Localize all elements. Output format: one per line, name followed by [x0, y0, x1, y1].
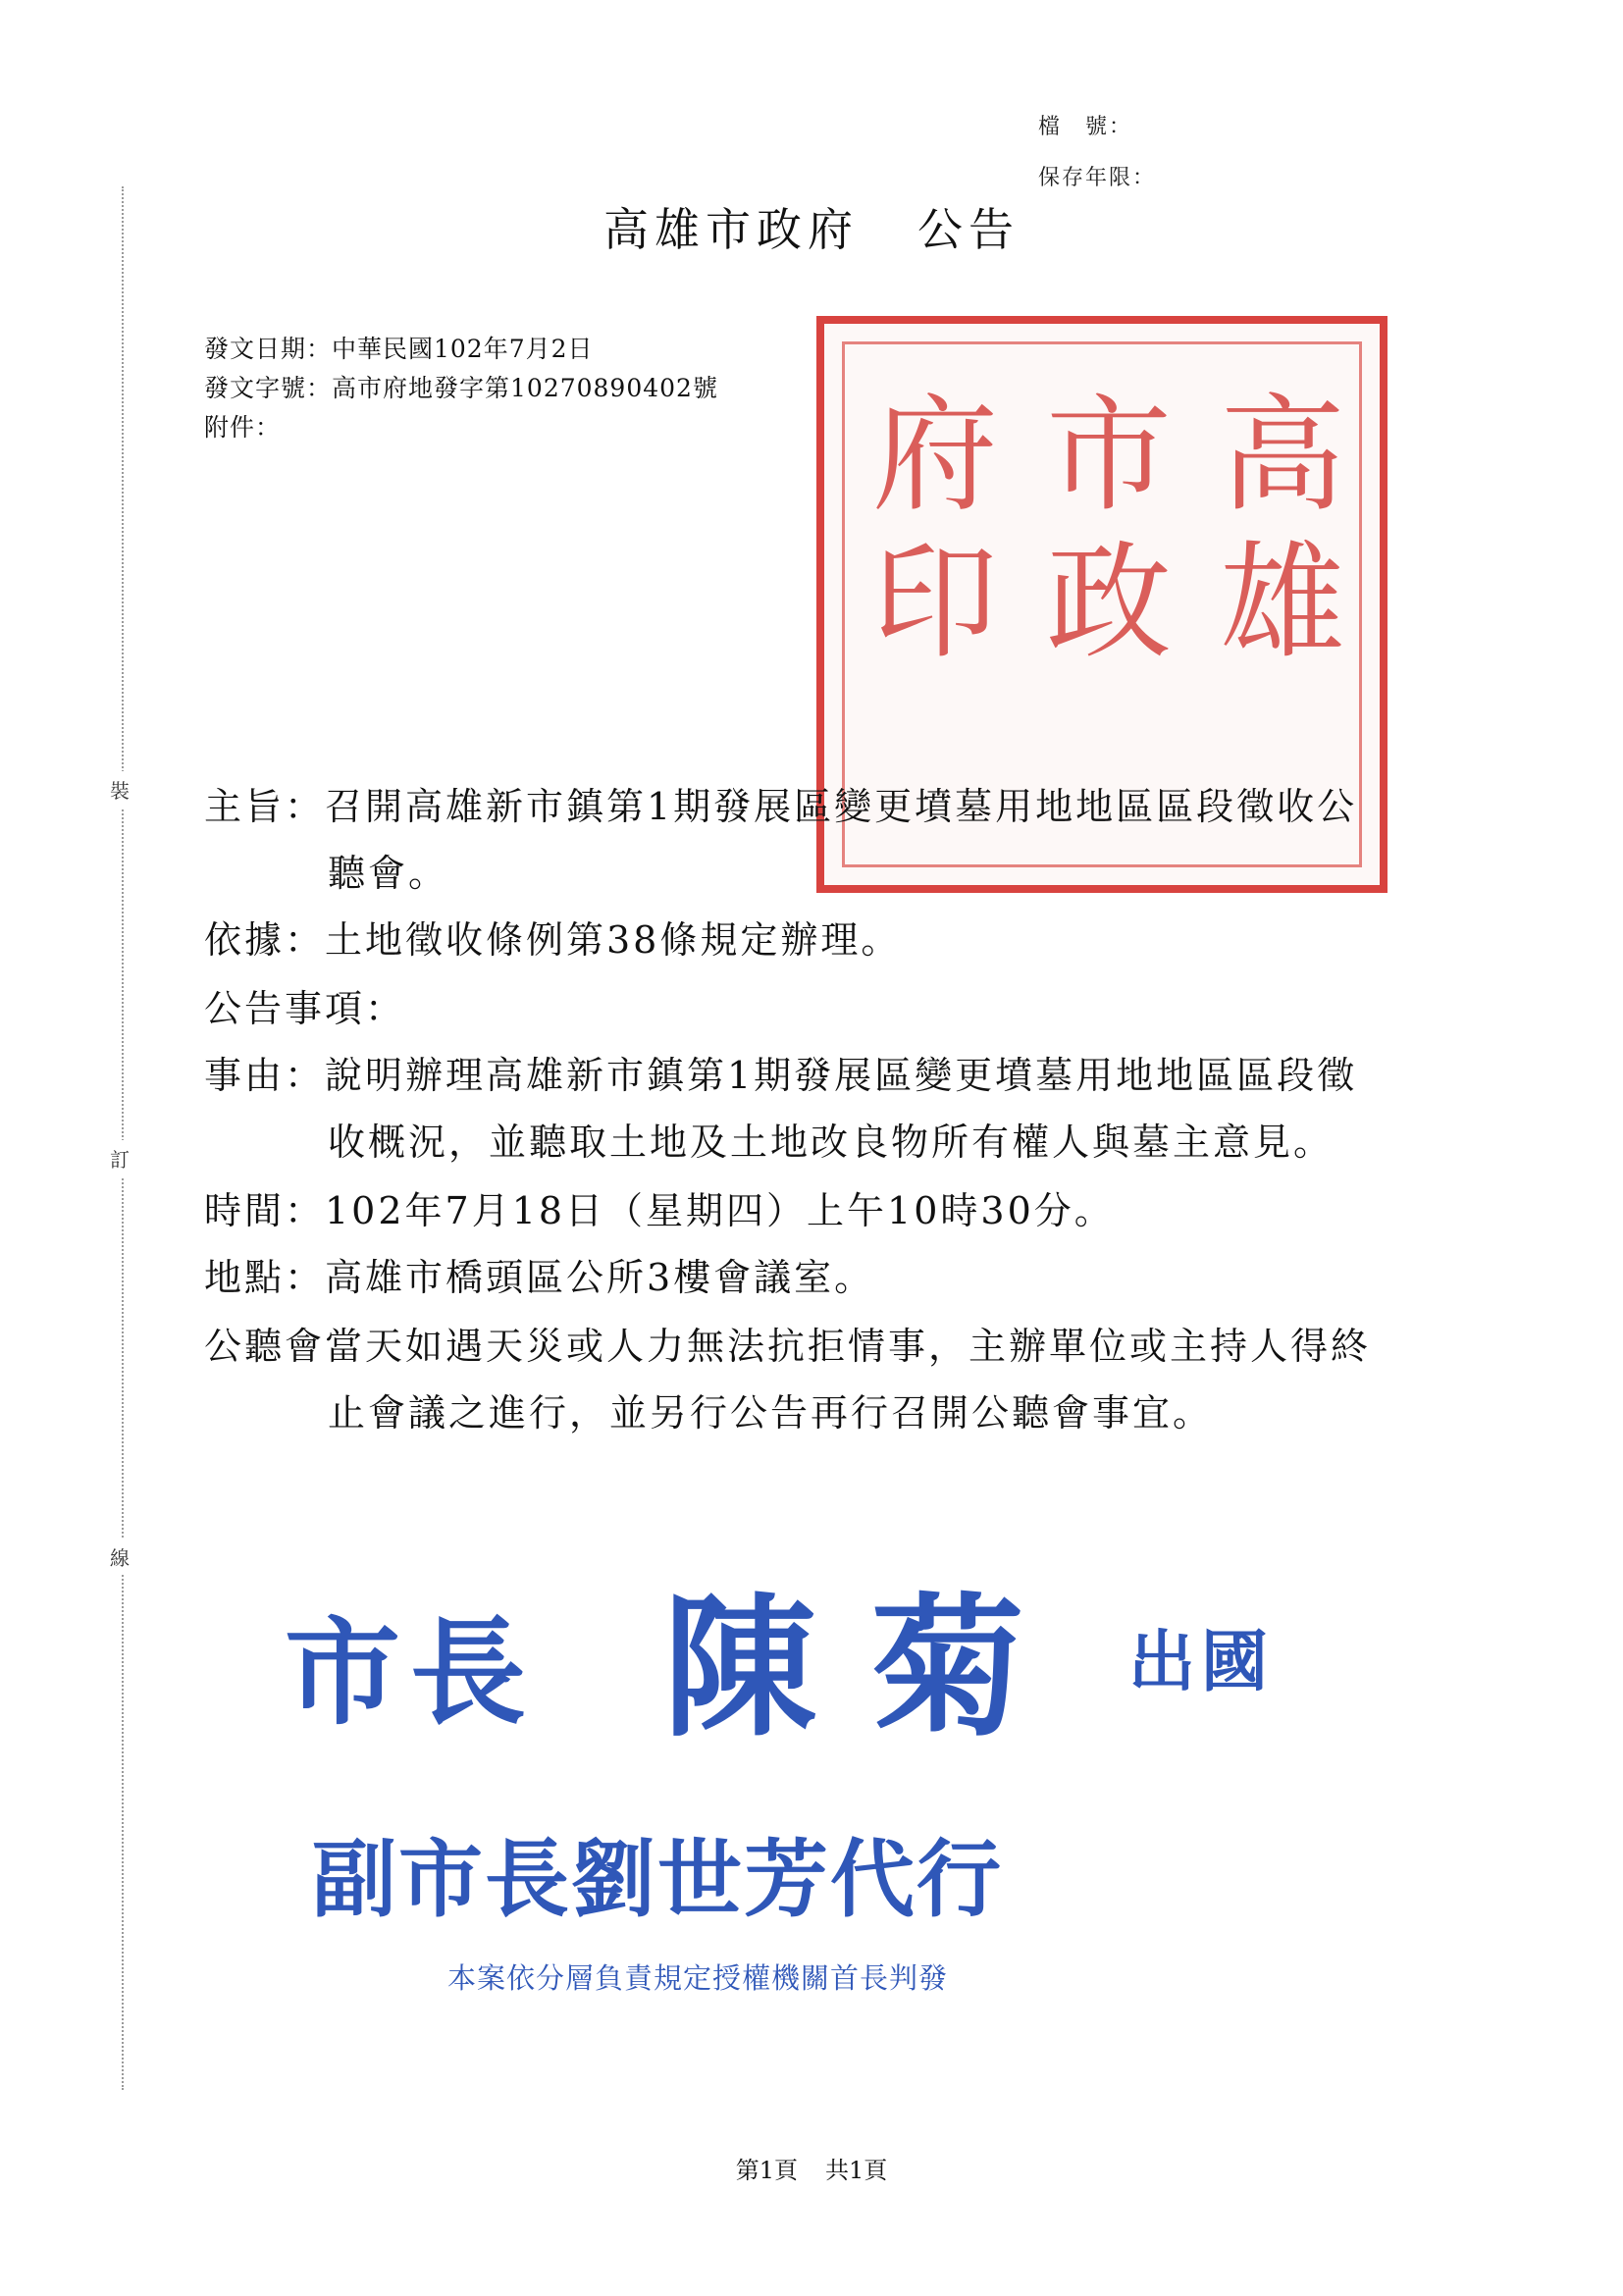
- binding-char-xian: 線: [110, 1539, 130, 1575]
- issue-number: 發文字號：高市府地發字第10270890402號: [204, 374, 718, 402]
- page-number: 第1頁: [735, 2157, 798, 2184]
- document-title: [0, 194, 1623, 259]
- note-line-1: 公聽會當天如遇天災或人力無法抗拒情事，主辦單位或主持人得終: [204, 1325, 1372, 1368]
- retention-period-label: 保存年限：: [1038, 166, 1157, 190]
- file-number-label: 檔 號：: [1038, 115, 1133, 139]
- issuing-organization: 高雄市政府: [603, 203, 859, 256]
- note-line-2: 止會議之進行，並另行公告再行召開公聽會事宜。: [328, 1391, 1214, 1435]
- mayor-title-stamp: 市長: [285, 1604, 537, 1741]
- deputy-mayor-stamp: 副市長劉世芳代行: [312, 1830, 1003, 1929]
- page-total: 共1頁: [825, 2157, 888, 2184]
- subject-line-1: 主旨：召開高雄新市鎮第1期發展區變更墳墓用地地區區段徵收公: [204, 785, 1358, 828]
- reason-line-2: 收概況，並聽取土地及土地改良物所有權人與墓主意見。: [328, 1121, 1335, 1164]
- binding-line: [122, 186, 124, 2090]
- time-line: 時間：102年7月18日（星期四）上午10時30分。: [204, 1189, 1115, 1232]
- delegation-note-stamp: 本案依分層負責規定授權機關首長判發: [447, 1961, 949, 1995]
- issue-date: 發文日期：中華民國102年7月2日: [204, 335, 594, 363]
- seal-column-3: 府 印: [871, 383, 998, 676]
- mayor-name-stamp: 陳菊: [663, 1578, 1079, 1757]
- binding-char-zhuang: 裝: [110, 771, 130, 808]
- page-footer: [0, 2151, 1623, 2185]
- subject-line-2: 聽會。: [328, 852, 449, 895]
- announcement-items-heading: 公告事項：: [204, 987, 406, 1030]
- binding-char-ding: 訂: [110, 1140, 130, 1176]
- attachment-label: 附件：: [204, 413, 282, 442]
- basis-line: 依據：土地徵收條例第38條規定辦理。: [204, 918, 902, 962]
- seal-column-2: 市 政: [1045, 383, 1172, 676]
- seal-column-1: 高 雄: [1219, 383, 1345, 676]
- document-type: 公告: [917, 203, 1020, 256]
- mayor-abroad-stamp: 出國: [1128, 1623, 1275, 1701]
- reason-line-1: 事由：說明辦理高雄新市鎮第1期發展區變更墳墓用地地區區段徵: [204, 1054, 1358, 1097]
- place-line: 地點：高雄市橋頭區公所3樓會議室。: [204, 1256, 875, 1299]
